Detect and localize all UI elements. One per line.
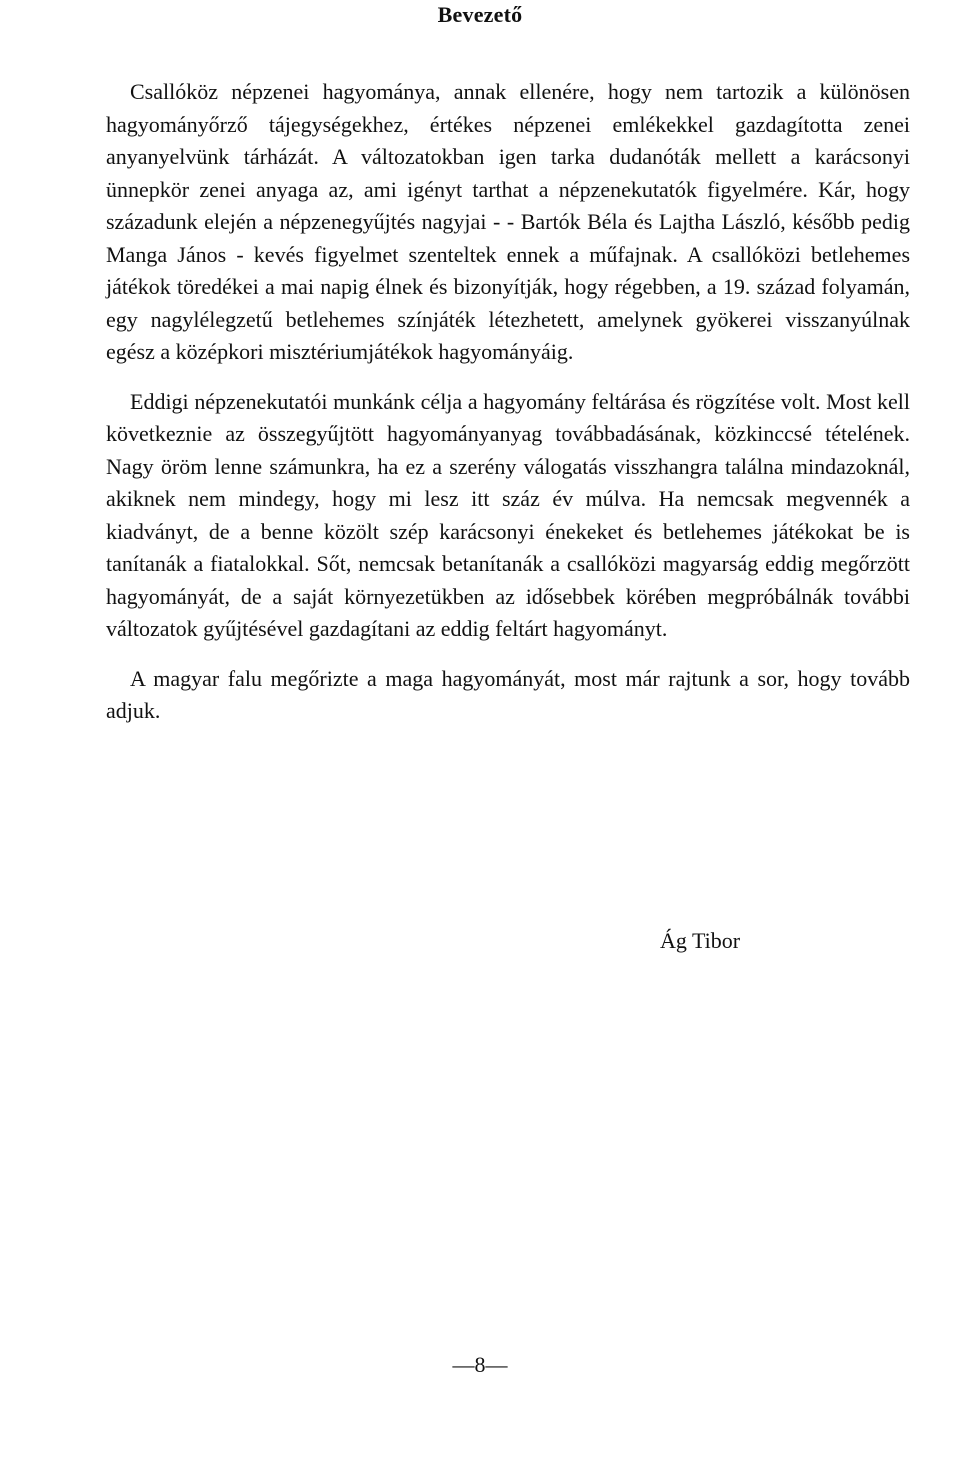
author-signature: Ág Tibor bbox=[660, 928, 741, 953]
paragraph-1: Csallóköz népzenei hagyománya, annak ellenére, hogy nem tartozik a különösen hagyományőrző tájegységekhez, értékes népzenei emlékekkel gazdagította zenei anyanyelvünk tárházát. A változatokban igen tarka dudanóták mellett a karácsonyi ünnepkör zenei anyaga az, ami igényt tarthat a népzenekutatók figyelmére. Kár, hogy századunk elején a népzenegyűjtés nagyjai - - Bartók Béla és Lajtha László, később pedig Manga János - kevés figyelmet szenteltek ennek a műfajnak. A csallóközi betlehemes játékok töredékei a mai napig élnek és bizonyítják, hogy régebben, a 19. század folyamán, egy nagylélegzetű betlehemes színjáték létezhetett, amelynek gyökerei visszanyúlnak egész a középkori misztériumjátékok hagyományáig. bbox=[106, 79, 910, 364]
page-number: —8— bbox=[452, 1352, 508, 1377]
paragraph-2: Eddigi népzenekutatói munkánk célja a hagyomány feltárása és rögzítése volt. Most kell következnie az összegyűjtött hagyományanyag továbbadásának, közkinccsé tételének. Nagy öröm lenne számunkra, ha ez a szerény válogatás visszhangra találna mindazoknál, akiknek nem mindegy, hogy mi lesz itt száz év múlva. Ha nemcsak megvennék a kiadványt, de a benne közölt szép karácsonyi énekeket és betlehemes játékokat be is tanítanák a fiatalokkal. Sőt, nemcsak betanítanák a csallóközi magyarság eddig megőrzött hagyományát, de a saját környezetükben az idősebbek körében megpróbálnák további változatok gyűjtésével gazdagítani az eddig feltárt hagyományt. bbox=[106, 388, 910, 641]
body-text bbox=[106, 76, 910, 728]
paragraph-3: A magyar falu megőrizte a maga hagyományát, most már rajtunk a sor, hogy tovább adjuk. bbox=[106, 665, 910, 723]
page-title: Bevezető bbox=[437, 2, 523, 27]
